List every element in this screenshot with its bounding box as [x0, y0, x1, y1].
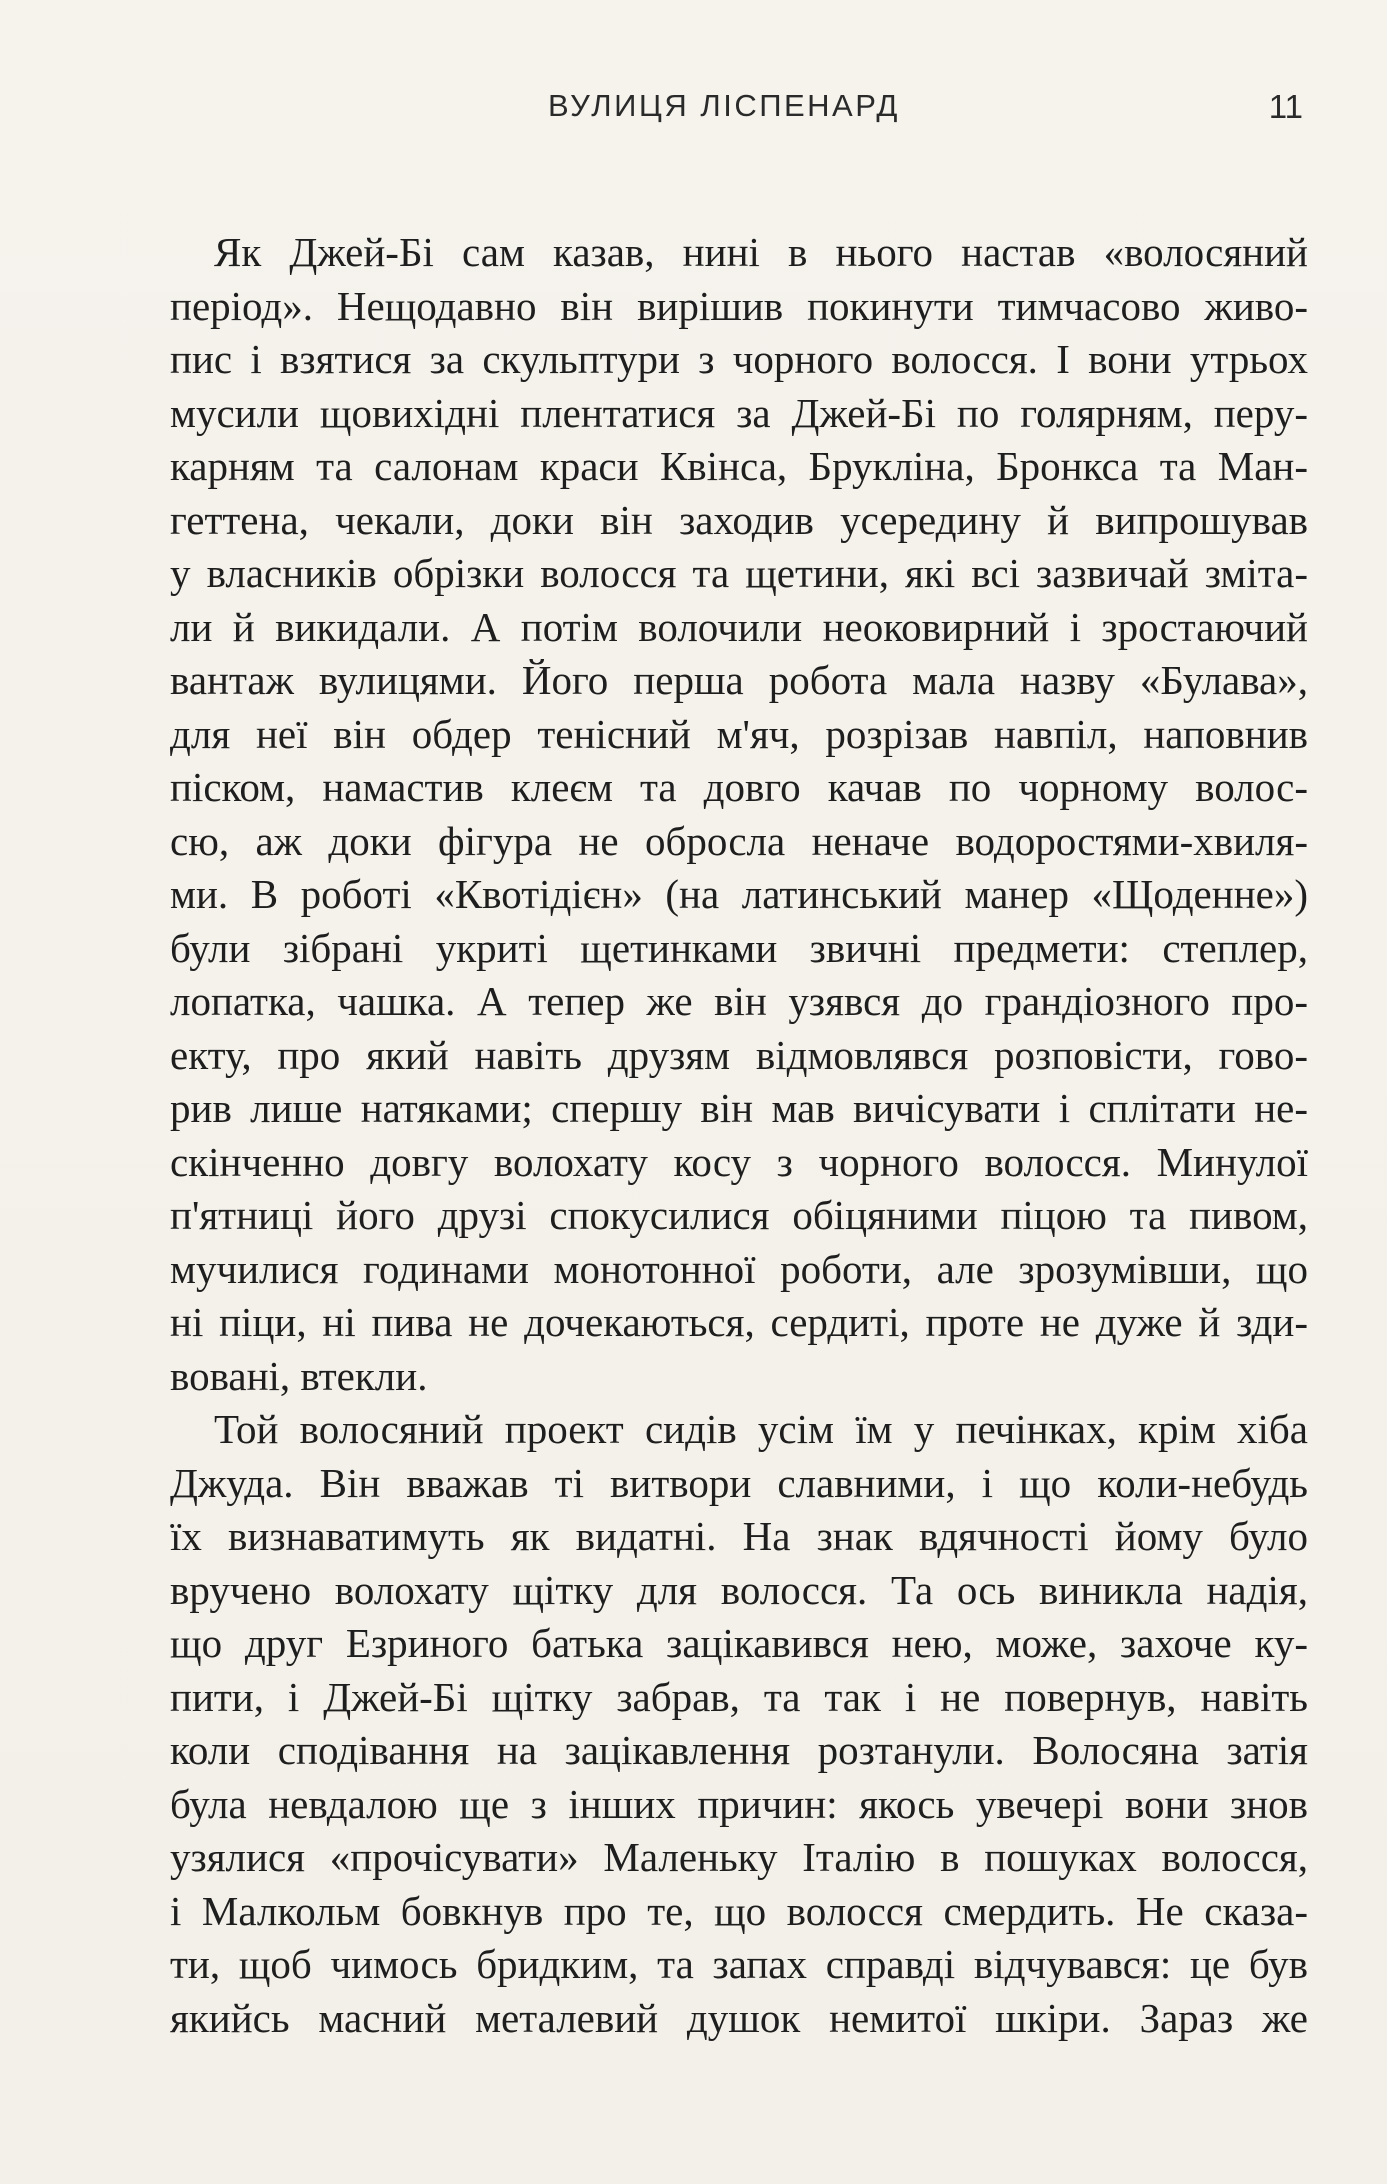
text-line: мусили щовихідні плентатися за Джей-Бі по голярням, перу- [170, 389, 1308, 436]
text-line: пис і взятися за скульптури з чорного волосся. І вони утрьох [170, 336, 1308, 382]
text-line: лопатка, чашка. А тепер же він узявся до грандіозного про- [170, 978, 1308, 1024]
text-line: вовані, втекли. [170, 1352, 428, 1399]
paragraph [170, 1403, 1308, 2045]
text-line: Той волосяний проект сидів усім їм у печінках, крім хіба [214, 1406, 1308, 1452]
running-header [0, 88, 1387, 128]
text-line: у власників обрізки волосся та щетини, які всі зазвичай зміта- [170, 550, 1308, 596]
text-line: період». Нещодавно він вирішив покинути тимчасово живо- [170, 282, 1308, 329]
text-line: ні піци, ні пива не дочекаються, сердиті, проте не дуже й зди- [170, 1299, 1308, 1345]
paragraph [170, 226, 1308, 1403]
running-title: ВУЛИЦЯ ЛІСПЕНАРД [548, 88, 900, 123]
text-line: п'ятниці його друзі спокусилися обіцяними піцою та пивом, [170, 1192, 1308, 1238]
text-line: були зібрані укриті щетинками звичні предмети: степлер, [170, 924, 1308, 971]
text-line: мучилися годинами монотонної роботи, але зрозумівши, що [170, 1245, 1308, 1292]
text-line: рив лише натяками; спершу він мав вичісувати і сплітати не- [170, 1085, 1308, 1131]
text-line: ми. В роботі «Квотідієн» (на латинський манер «Щоденне») [170, 871, 1308, 917]
text-line: ти, щоб чимось бридким, та запах справді відчувався: це був [170, 1941, 1308, 1987]
text-line: геттена, чекали, доки він заходив усередину й випрошував [170, 496, 1308, 543]
text-line: карням та салонам краси Квінса, Брукліна, Бронкса та Ман- [170, 443, 1308, 489]
text-line: узялися «прочісувати» Маленьку Італію в пошуках волосся, [170, 1834, 1308, 1880]
text-line: скінченно довгу волохату косу з чорного волосся. Минулої [170, 1138, 1308, 1185]
text-line: Джуда. Він вважав ті витвори славними, і що коли-небудь [170, 1459, 1308, 1506]
text-line: що друг Езриного батька зацікавився нею, може, захоче ку- [170, 1620, 1308, 1666]
text-line: ли й викидали. А потім волочили неоковирний і зростаючий [170, 603, 1308, 650]
text-line: коли сподівання на зацікавлення розтанули. Волосяна затія [170, 1727, 1308, 1773]
text-line: їх визнаватимуть як видатні. На знак вдячності йому було [170, 1513, 1308, 1559]
text-line: для неї він обдер тенісний м'яч, розрізав навпіл, наповнив [170, 710, 1308, 757]
page-number: 11 [1268, 88, 1303, 125]
text-line: якийсь масний металевий душок немитої шкіри. Зараз же [170, 1994, 1308, 2041]
text-line: пити, і Джей-Бі щітку забрав, та так і не повернув, навіть [170, 1673, 1308, 1720]
text-line: Як Джей-Бі сам казав, нині в нього настав «волосяний [214, 229, 1308, 275]
text-line: екту, про який навіть друзям відмовлявся розповісти, гово- [170, 1031, 1308, 1078]
text-line: вантаж вулицями. Його перша робота мала назву «Булава», [170, 657, 1308, 703]
text-line: сю, аж доки фігура не обросла неначе водоростями-хвиля- [170, 817, 1308, 864]
text-line: і Малкольм бовкнув про те, що волосся смердить. Не сказа- [170, 1887, 1308, 1934]
text-line: вручено волохату щітку для волосся. Та ось виникла надія, [170, 1566, 1308, 1613]
text-line: була невдалою ще з інших причин: якось увечері вони знов [170, 1780, 1308, 1827]
body-text [170, 226, 1308, 2045]
text-line: піском, намастив клеєм та довго качав по чорному волос- [170, 764, 1308, 810]
